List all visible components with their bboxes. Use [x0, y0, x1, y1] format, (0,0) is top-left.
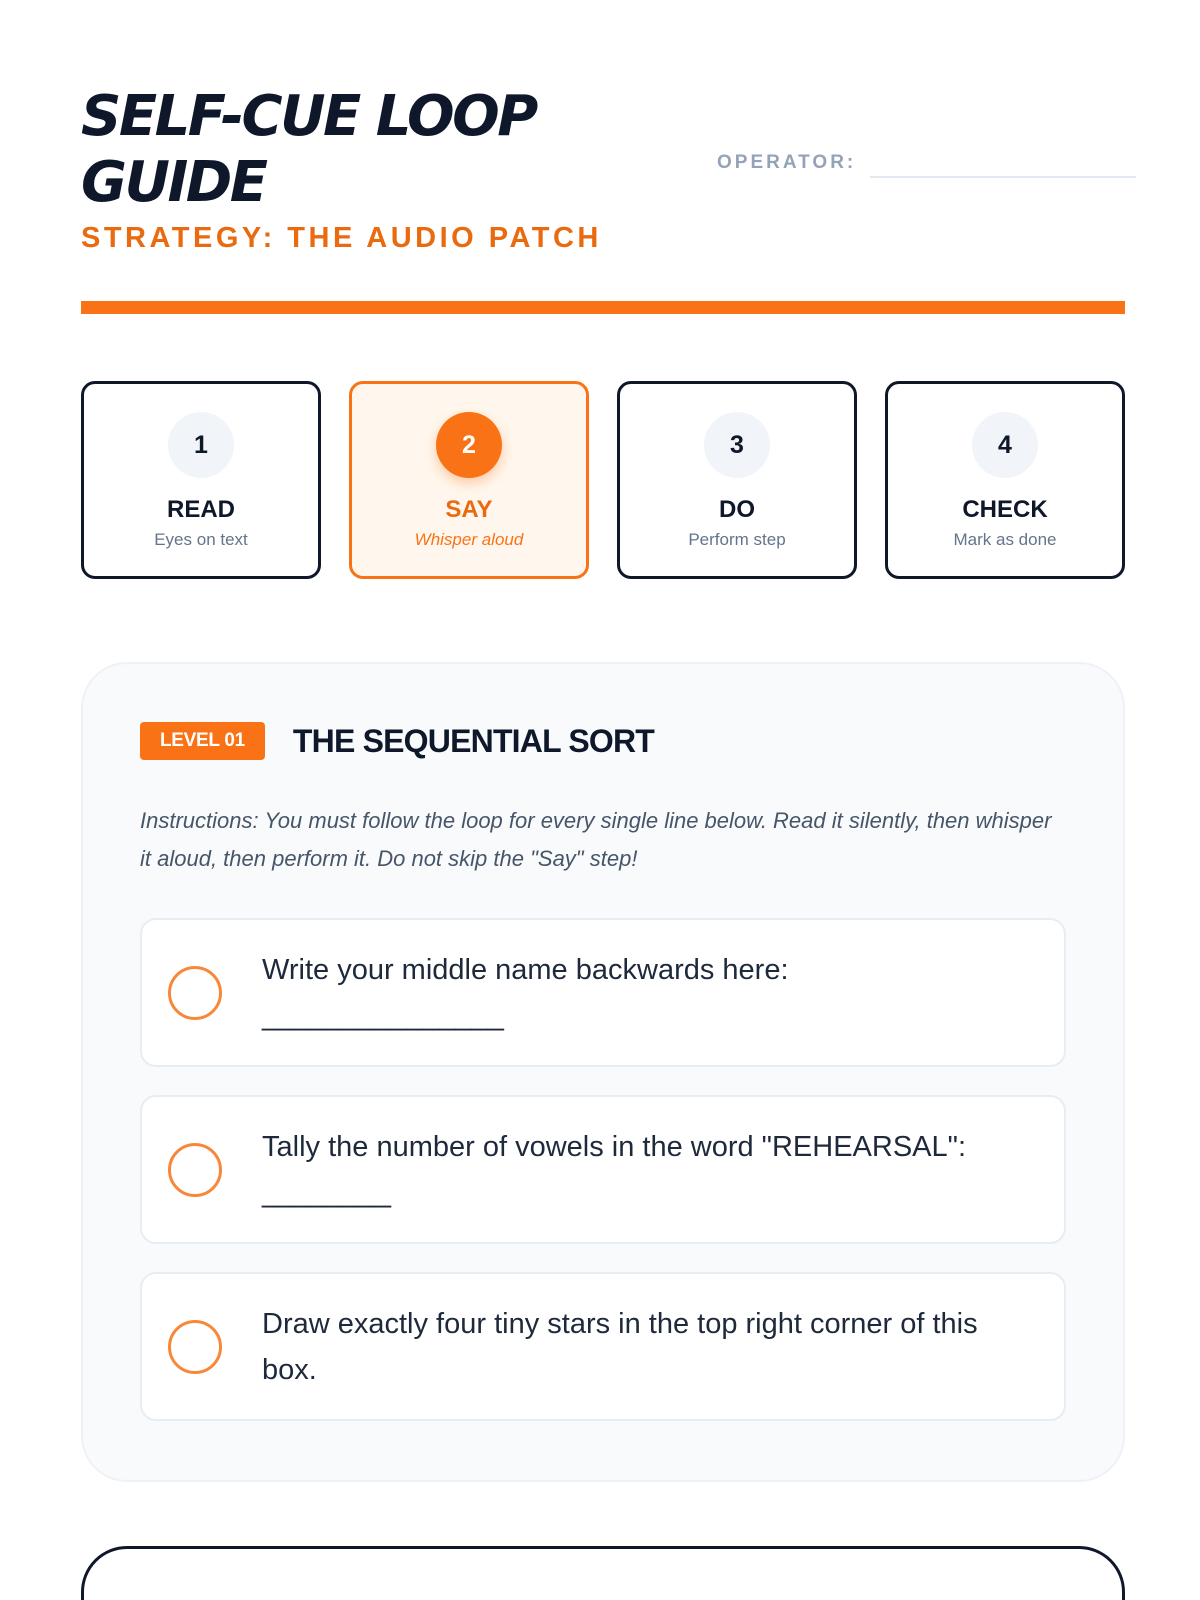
loop-steps	[81, 381, 1125, 579]
step-title: DO	[719, 496, 755, 523]
task-item	[140, 1095, 1066, 1244]
task-text: Write your middle name backwards here: _______________	[262, 953, 789, 1032]
task-checkbox-circle[interactable]	[168, 1143, 222, 1197]
step-subtitle: Mark as done	[953, 530, 1057, 549]
step-say[interactable]	[349, 381, 589, 579]
step-number: 4	[972, 412, 1038, 478]
step-do[interactable]	[617, 381, 857, 579]
operator-label: OPERATOR:	[717, 152, 857, 173]
step-title: CHECK	[962, 496, 1048, 523]
step-check[interactable]	[885, 381, 1125, 579]
operator-field	[717, 152, 1136, 174]
next-section-card	[81, 1546, 1125, 1600]
task-checkbox-circle[interactable]	[168, 1320, 222, 1374]
level-badge: LEVEL 01	[140, 722, 265, 760]
task-item	[140, 918, 1066, 1067]
level-instructions: Instructions: You must follow the loop for every single line below. Read it silently, then whisper it aloud, then perform it. Do not skip the "Say" step!	[140, 808, 1052, 871]
level-title: THE SEQUENTIAL SORT	[292, 722, 655, 759]
header-divider	[81, 301, 1125, 314]
operator-input-line[interactable]	[870, 176, 1136, 178]
step-subtitle: Perform step	[688, 530, 786, 549]
step-read[interactable]	[81, 381, 321, 579]
step-title: READ	[166, 496, 235, 523]
step-title: SAY	[445, 496, 493, 523]
task-text: Draw exactly four tiny stars in the top right corner of this box.	[262, 1307, 978, 1386]
header	[81, 84, 1125, 255]
page-title: SELF-CUE LOOP GUIDE	[81, 84, 536, 215]
task-list	[140, 918, 1066, 1421]
level-header	[140, 722, 1066, 760]
step-subtitle: Eyes on text	[154, 530, 248, 549]
level-card	[81, 662, 1125, 1482]
step-number: 1	[168, 412, 234, 478]
step-subtitle: Whisper aloud	[414, 530, 524, 549]
page-subtitle: STRATEGY: THE AUDIO PATCH	[81, 222, 602, 254]
task-item	[140, 1272, 1066, 1421]
task-checkbox-circle[interactable]	[168, 966, 222, 1020]
task-text: Tally the number of vowels in the word "REHEARSAL": ________	[262, 1130, 967, 1209]
step-number: 3	[704, 412, 770, 478]
step-number: 2	[436, 412, 502, 478]
